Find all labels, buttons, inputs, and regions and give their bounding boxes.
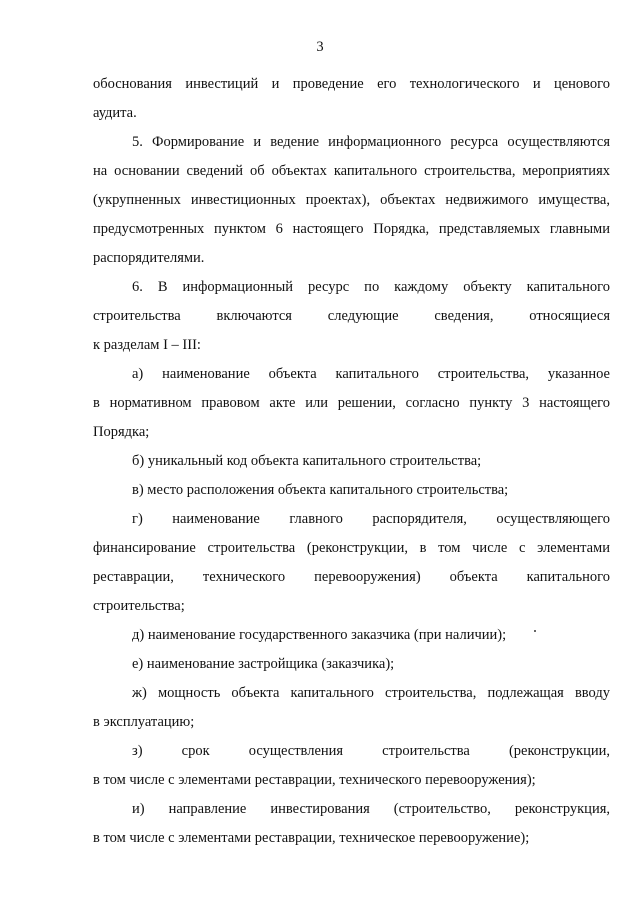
list-item-i [93,795,610,853]
text-line: 6. В информационный ресурс по каждому объекту капитального [132,279,610,295]
text-line: аудита. [93,105,137,121]
text-line: ж) мощность объекта капитального строительства, подлежащая вводу [132,685,610,701]
list-item-e [93,650,610,679]
text-line: (укрупненных инвестиционных проектах), объектах недвижимого имущества, [93,192,610,208]
text-line: строительства включаются следующие сведения, относящиеся [93,308,610,324]
text-line: предусмотренных пунктом 6 настоящего Порядка, представляемых главными [93,221,610,237]
text-line: распорядителями. [93,250,205,266]
text-line: строительства; [93,598,185,614]
text-line: к разделам I – III: [93,337,201,353]
text-line: реставрации, технического перевооружения) объекта капитального [93,569,610,585]
list-item-z [93,737,610,795]
page-number: 3 [316,39,324,55]
text-line: в том числе с элементами реставрации, техническое перевооружение); [93,830,530,846]
text-line: з) срок осуществления строительства (реконструкции, [132,743,610,759]
list-item-zh [93,679,610,737]
text-line: а) наименование объекта капитального строительства, указанное [132,366,610,382]
list-item-a [93,360,610,447]
text-line: в эксплуатацию; [93,714,195,730]
text-line: е) наименование застройщика (заказчика); [132,656,395,672]
text-line: в нормативном правовом акте или решении, согласно пункту 3 настоящего [93,395,610,411]
text-line: г) наименование главного распорядителя, осуществляющего [132,511,610,527]
paragraph-continuation [93,70,610,128]
scan-speck [534,630,536,632]
paragraph-item-6 [93,273,610,360]
text-line: на основании сведений об объектах капитального строительства, мероприятиях [93,163,610,179]
text-line: финансирование строительства (реконструкции, в том числе с элементами [93,540,610,556]
text-line: д) наименование государственного заказчика (при наличии); [132,627,507,643]
text-line: в) место расположения объекта капитального строительства; [132,482,509,498]
list-item-g [93,505,610,621]
text-line: 5. Формирование и ведение информационного ресурса осуществляются [132,134,610,150]
text-line: б) уникальный код объекта капитального строительства; [132,453,482,469]
text-line: Порядка; [93,424,150,440]
text-line: обоснования инвестиций и проведение его технологического и ценового [93,76,610,92]
list-item-d [93,621,610,650]
list-item-b [93,447,610,476]
paragraph-item-5 [93,128,610,273]
list-item-v [93,476,610,505]
text-line: и) направление инвестирования (строительство, реконструкция, [132,801,610,817]
document-body [93,70,610,853]
text-line: в том числе с элементами реставрации, технического перевооружения); [93,772,536,788]
